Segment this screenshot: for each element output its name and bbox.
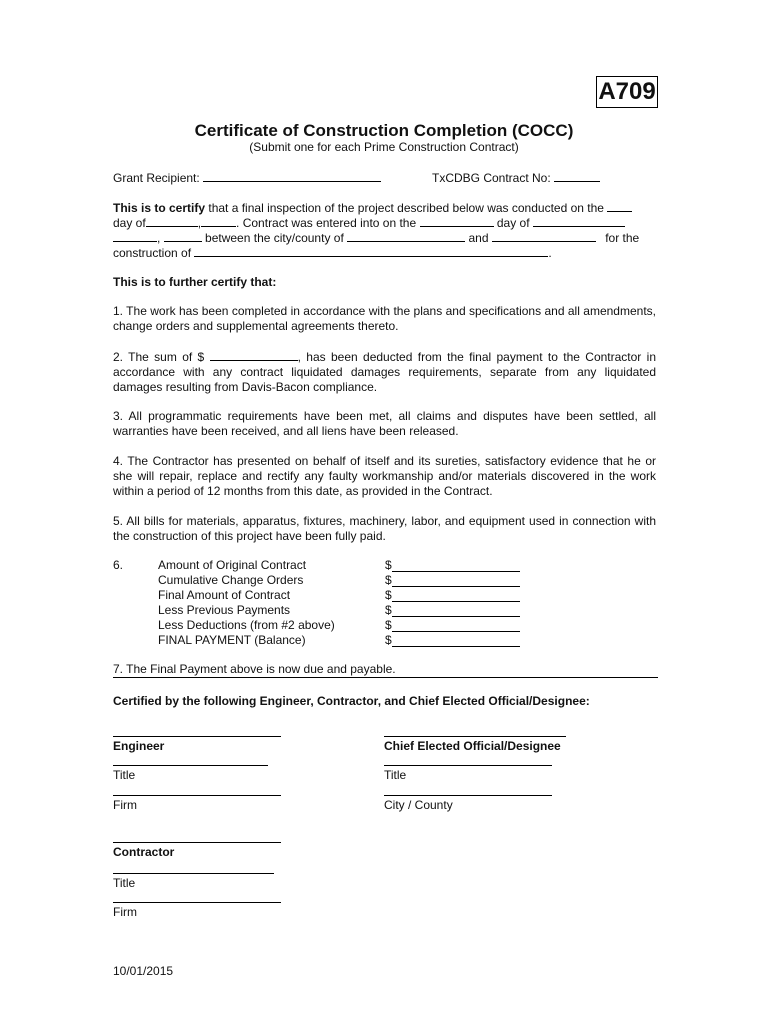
payment-row-label: Less Previous Payments [158,603,291,617]
certify-between-text: between the city/county of [205,231,344,245]
payment-row [158,558,558,573]
liquidated-damages-field[interactable] [210,349,298,361]
engineer-signature-line[interactable] [113,736,281,737]
ceo-title-line[interactable] [384,765,552,766]
payment-row-amount-field[interactable] [392,605,520,617]
engineer-title-line[interactable] [113,765,268,766]
certify-line-1 [113,200,632,216]
inspection-year-field[interactable] [201,215,236,227]
item-2 [113,349,656,395]
payment-row-currency: $ [385,588,392,602]
contract-no-row [432,170,600,186]
contractor-firm-label: Firm [113,905,137,919]
certify-line-3 [113,230,639,246]
payment-row [158,573,558,588]
page-subtitle: (Submit one for each Prime Construction Contract) [249,140,519,154]
form-code-box [596,76,658,108]
certify-period: . [548,246,552,260]
item-6-number: 6. [113,558,124,572]
city-county-field[interactable] [347,230,465,242]
item-2-text: , has been deducted from the final payment to the Contractor in accordance with any contract liquidated damages requirements, separate from any liquidated damages resulting from Davis-Bacon compliance. [113,350,656,394]
certify-for-text: for the [605,231,640,245]
form-code: A709 [598,78,656,105]
item-3: 3. All programmatic requirements have been met, all claims and disputes have been settled, all warranties have been received, and all liens have been released. [113,409,656,438]
contractor-name-field[interactable] [492,230,596,242]
contract-no-field[interactable] [554,170,600,182]
certified-by-heading: Certified by the following Engineer, Contractor, and Chief Elected Official/Designee: [113,694,590,708]
certify-construction-label: construction of [113,246,192,260]
payment-row-amount-field[interactable] [392,560,520,572]
certify-comma-2: , [157,231,161,245]
ceo-label: Chief Elected Official/Designee [384,739,561,753]
inspection-month-field[interactable] [146,215,198,227]
certify-dayof-label: day of [113,216,146,230]
payment-row-amount-field[interactable] [392,635,520,647]
payment-row [158,633,558,648]
footer-date: 10/01/2015 [113,964,174,978]
ceo-city-label: City / County [384,798,453,812]
payment-row [158,618,558,633]
contract-year-field[interactable] [164,230,202,242]
certify-lead: This is to certify [113,201,206,215]
construction-of-field[interactable] [194,245,548,257]
divider-line [113,677,658,678]
item-2-lead: 2. The sum of $ [113,350,205,364]
payment-row-currency: $ [385,633,392,647]
contractor-label: Contractor [113,845,175,859]
contractor-signature-line[interactable] [113,842,281,843]
payment-row-label: Amount of Original Contract [158,558,307,572]
ceo-city-line[interactable] [384,795,552,796]
engineer-label: Engineer [113,739,165,753]
certify-dayof-label-2: day of [496,216,530,230]
payment-row-label: FINAL PAYMENT (Balance) [158,633,306,647]
grant-recipient-label: Grant Recipient: [113,171,200,185]
item-4: 4. The Contractor has presented on behalf of itself and its sureties, satisfactory evidence that he or she will repair, replace and rectify any faulty workmanship and/or materials discovered in the work within a period of 12 months from this date, as provided in the Contract. [113,454,656,498]
payment-row-amount-field[interactable] [392,590,520,602]
item-7: 7. The Final Payment above is now due and payable. [113,662,396,676]
certify-line-2 [113,215,625,231]
contract-month2-field[interactable] [113,230,157,242]
payment-row-currency: $ [385,558,392,572]
contractor-title-label: Title [113,876,136,890]
contractor-firm-line[interactable] [113,902,281,903]
contract-day-field[interactable] [420,215,494,227]
payment-row-label: Cumulative Change Orders [158,573,304,587]
ceo-title-label: Title [384,768,407,782]
contract-no-label: TxCDBG Contract No: [432,171,551,185]
payment-row-label: Final Amount of Contract [158,588,291,602]
payment-row-currency: $ [385,618,392,632]
payment-row-currency: $ [385,603,392,617]
certify-contract-text: . Contract was entered into on the [236,216,417,230]
item-1: 1. The work has been completed in accordance with the plans and specifications and all amendments, change orders and supplemental agreements thereto. [113,304,656,333]
item-5: 5. All bills for materials, apparatus, fixtures, machinery, labor, and equipment used in connection with the construction of this project have been fully paid. [113,514,656,543]
certify-comma: , [197,216,202,230]
engineer-title-label: Title [113,768,136,782]
inspection-day-field[interactable] [607,200,632,212]
engineer-firm-line[interactable] [113,795,281,796]
payment-row-amount-field[interactable] [392,620,520,632]
certify-line-4 [113,245,552,261]
contractor-title-line[interactable] [113,873,274,874]
payment-row-label: Less Deductions (from #2 above) [158,618,335,632]
contract-month-field[interactable] [533,215,625,227]
payment-row-currency: $ [385,573,392,587]
certify-and-text: and [468,231,489,245]
page-title: Certificate of Construction Completion (COCC) [194,121,574,140]
further-certify-heading: This is to further certify that: [113,275,277,289]
certify-text-1: that a final inspection of the project described below was conducted on the [205,201,604,215]
payment-row-amount-field[interactable] [392,575,520,587]
ceo-signature-line[interactable] [384,736,566,737]
payment-row [158,603,558,618]
engineer-firm-label: Firm [113,798,137,812]
grant-recipient-field[interactable] [203,170,381,182]
grant-recipient-row [113,170,381,186]
payment-row [158,588,558,603]
